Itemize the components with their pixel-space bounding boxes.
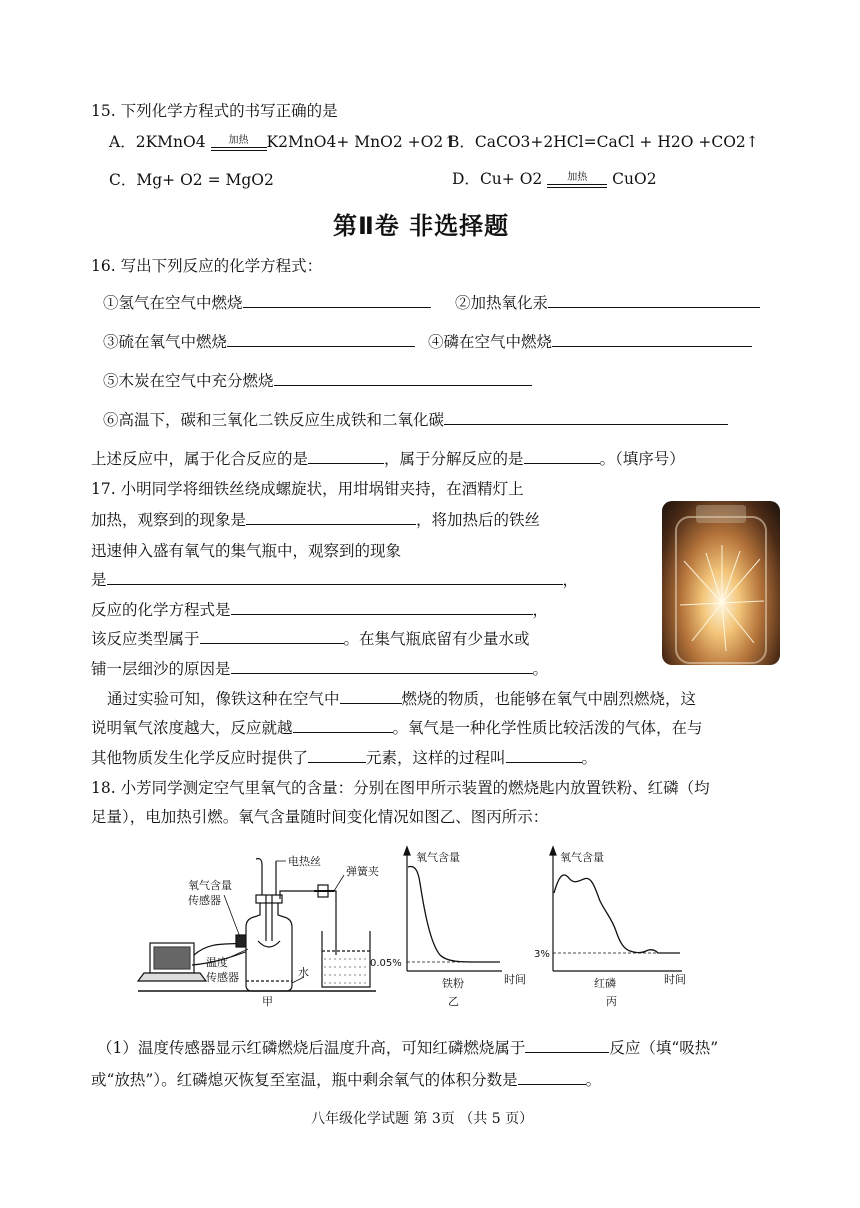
- q17-para-2: [91, 716, 703, 738]
- item-text: ③硫在氧气中燃烧: [103, 333, 228, 351]
- text: 。在集气瓶底留有少量水或: [343, 630, 530, 648]
- experiment-figure: [0, 835, 860, 1025]
- text: ，: [532, 601, 549, 619]
- answer-blank[interactable]: [293, 717, 393, 733]
- text: ，: [562, 571, 579, 589]
- q17-line-7: [91, 657, 548, 679]
- condition-text: 加热: [228, 134, 249, 146]
- answer-blank[interactable]: [525, 1037, 609, 1053]
- heat-condition-arrow: [211, 136, 267, 151]
- text: 反应（填“吸热”: [609, 1039, 719, 1057]
- item-text: ①氢气在空气中燃烧: [103, 294, 243, 312]
- answer-blank[interactable]: [200, 628, 344, 644]
- q17-para-3: [91, 746, 597, 768]
- answer-blank[interactable]: [552, 331, 752, 347]
- summary-text: ，属于分解反应的是: [384, 450, 524, 468]
- chart-yi-ylabel: 氧气含量: [416, 851, 460, 864]
- item-text: ⑥高温下，碳和三氧化二铁反应生成铁和二氧化碳: [103, 411, 445, 429]
- text: 。: [581, 749, 598, 767]
- label-temp-sensor: 温度: [206, 956, 228, 969]
- q17-para-1: [107, 687, 696, 709]
- text: 。氧气是一种化学性质比较活泼的气体，在与: [392, 719, 703, 737]
- text: 加热，观察到的现象是: [91, 511, 247, 529]
- q16-item-2: [455, 291, 760, 313]
- chart-yi-xlabel: 时间: [504, 973, 526, 986]
- answer-blank[interactable]: [518, 1069, 586, 1085]
- text: 燃烧的物质，也能够在氧气中剧烈燃烧，这: [401, 690, 697, 708]
- answer-blank[interactable]: [227, 331, 415, 347]
- q16-summary: [91, 447, 685, 469]
- q15-option-a: [109, 130, 456, 152]
- equation-right: K2MnO4+ MnO2 +O2↑: [266, 133, 457, 151]
- q17-line-2: [91, 508, 540, 530]
- equation-left: Cu+ O2: [479, 170, 543, 188]
- item-text: ⑤木炭在空气中充分燃烧: [103, 372, 274, 390]
- text: 。: [585, 1071, 602, 1089]
- equation-left: 2KMnO4: [135, 133, 206, 151]
- q17-line-6: [91, 627, 530, 649]
- heat-condition-arrow: [547, 173, 607, 188]
- text: （1）温度传感器显示红磷燃烧后温度升高，可知红磷燃烧属于: [97, 1039, 526, 1057]
- answer-blank[interactable]: [506, 747, 582, 763]
- option-label: D．: [452, 170, 480, 188]
- q17-line-4: [91, 568, 578, 590]
- chart-bing-ref-label: 3%: [534, 949, 550, 960]
- answer-blank[interactable]: [444, 409, 728, 425]
- answer-blank[interactable]: [308, 448, 384, 464]
- q17-line-3: 迅速伸入盛有氧气的集气瓶中，观察到的现象: [91, 542, 402, 560]
- answer-blank[interactable]: [231, 658, 533, 674]
- answer-blank[interactable]: [340, 688, 402, 704]
- answer-blank[interactable]: [274, 370, 532, 386]
- summary-text: 上述反应中，属于化合反应的是: [91, 450, 309, 468]
- q18-sub1-line-1: [97, 1036, 718, 1058]
- summary-text: 。（填序号）: [599, 450, 685, 468]
- q18-line-2: 足量），电加热引燃。氧气含量随时间变化情况如图乙、图丙所示：: [91, 808, 549, 826]
- q15-option-d: [452, 167, 657, 189]
- answer-blank[interactable]: [524, 448, 600, 464]
- chart-yi-series: 铁粉: [442, 977, 464, 990]
- answer-blank[interactable]: [231, 599, 533, 615]
- apparatus-diagram: [138, 859, 376, 991]
- iron-burning-photo: [662, 501, 780, 665]
- text: 反应的化学方程式是: [91, 601, 231, 619]
- text: 或“放热”）。红磷熄灭恢复至室温，瓶中剩余氧气的体积分数是: [91, 1071, 518, 1089]
- text: 是: [91, 571, 107, 589]
- q16-item-5: [103, 369, 532, 391]
- q16-item-1: [103, 291, 431, 313]
- answer-blank[interactable]: [243, 292, 431, 308]
- chart-bing-ylabel: 氧气含量: [560, 851, 604, 864]
- q15-option-b: B．CaCO3+2HCl=CaCl + H2O +CO2↑: [448, 133, 759, 151]
- page-footer: 八年级化学试题 第 3页 （共 5 页）: [311, 1111, 534, 1127]
- caption-bing: 丙: [606, 995, 617, 1008]
- chart-red-phosphorus: [550, 847, 682, 971]
- equation-right: CuO2: [612, 170, 657, 188]
- text: 其他物质发生化学反应时提供了: [91, 749, 309, 767]
- answer-blank[interactable]: [548, 292, 760, 308]
- item-text: ②加热氧化汞: [455, 294, 549, 312]
- label-water: 水: [298, 966, 309, 979]
- label-o2-sensor-2: 传感器: [188, 894, 221, 907]
- q16-item-6: [103, 408, 728, 430]
- q18-line-1: 18. 小芳同学测定空气里氧气的含量：分别在图甲所示装置的燃烧匙内放置铁粉、红磷（均: [91, 779, 710, 797]
- text: 该反应类型属于: [91, 630, 200, 648]
- caption-yi: 乙: [448, 995, 459, 1008]
- answer-blank[interactable]: [107, 569, 563, 585]
- chart-iron-powder: [404, 847, 502, 971]
- q16-item-3: [103, 330, 415, 352]
- q17-line-5: [91, 598, 548, 620]
- q16-stem: 16. 写出下列反应的化学方程式：: [91, 257, 323, 275]
- text: 元素，这样的过程叫: [366, 749, 506, 767]
- q15-stem: 15. 下列化学方程式的书写正确的是: [91, 102, 338, 120]
- text: 。: [532, 660, 549, 678]
- option-label: A．: [109, 133, 136, 151]
- text: ，将加热后的铁丝: [416, 511, 541, 529]
- q17-line-1: 17. 小明同学将细铁丝绕成螺旋状，用坩埚钳夹持，在酒精灯上: [91, 480, 524, 498]
- section-title: 第Ⅱ卷 非选择题: [333, 212, 510, 240]
- q15-option-c: C．Mg+ O2 = MgO2: [109, 171, 274, 189]
- y-axis-arrow: [404, 847, 410, 855]
- text: 通过实验可知，像铁这种在空气中: [107, 690, 340, 708]
- q18-sub1-line-2: [91, 1068, 601, 1090]
- chart-bing-series: 红磷: [594, 977, 616, 990]
- label-spring-clamp: 弹簧夹: [346, 865, 379, 878]
- text: 铺一层细沙的原因是: [91, 660, 231, 678]
- label-o2-sensor: 氧气含量: [188, 879, 232, 892]
- item-text: ④磷在空气中燃烧: [428, 333, 553, 351]
- caption-jia: 甲: [262, 995, 273, 1008]
- label-heating-wire: 电热丝: [288, 855, 321, 868]
- y-axis-arrow: [550, 847, 556, 855]
- series-curve: [554, 875, 680, 953]
- label-temp-sensor-2: 传感器: [206, 971, 239, 984]
- answer-blank[interactable]: [246, 509, 416, 525]
- chart-bing-xlabel: 时间: [664, 973, 686, 986]
- condition-text: 加热: [567, 171, 588, 183]
- series-curve: [408, 867, 500, 963]
- chart-yi-ref-label: 0.05%: [370, 958, 402, 969]
- answer-blank[interactable]: [308, 747, 366, 763]
- text: 说明氧气浓度越大，反应就越: [91, 719, 293, 737]
- q16-item-4: [428, 330, 752, 352]
